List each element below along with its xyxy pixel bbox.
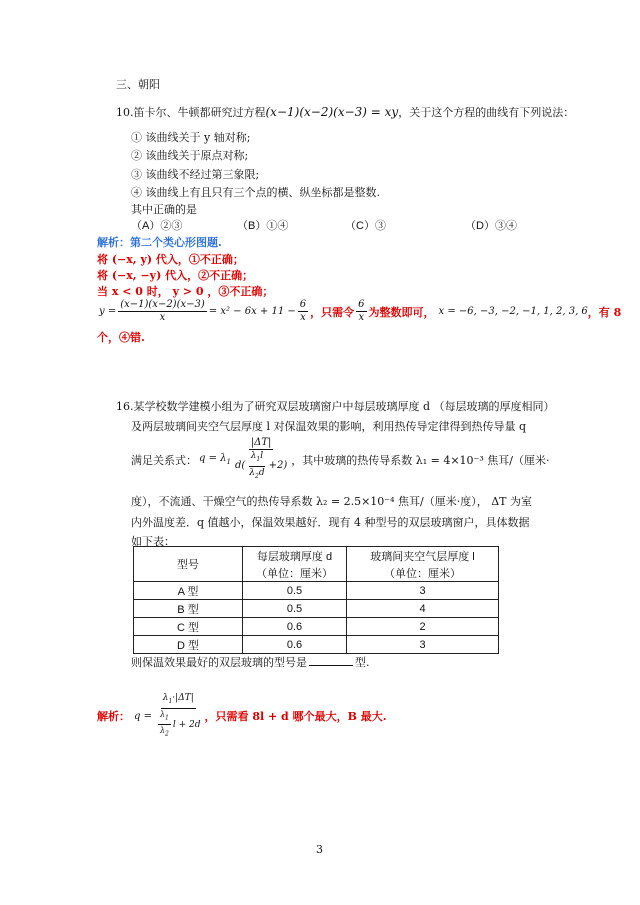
- q10-statement-1: ① 该曲线关于 y 轴对称;: [131, 131, 251, 144]
- q10-formula-rhs: = x² − 6x + 11 −: [208, 306, 296, 317]
- table-cell: 0.6: [243, 636, 347, 654]
- table-cell: 0.5: [243, 600, 347, 618]
- q10-formula-tail-2: 为整数即可，: [368, 305, 435, 319]
- q10-formula-denominator: x: [159, 312, 166, 323]
- table-cell: A 型: [134, 582, 243, 600]
- table-cell: 2: [347, 618, 499, 636]
- q10-formula-last: 个，④错.: [97, 331, 145, 344]
- q16-analysis-label: 解析：: [97, 710, 130, 724]
- q10-formula-fraction-2: $\frac{6}{x}$: [299, 299, 307, 323]
- table-header-row: [134, 547, 499, 565]
- q10-formula: [99, 299, 621, 324]
- q10-formula-tail: ，只需令: [310, 305, 355, 319]
- q16-table: [133, 546, 499, 654]
- q16-analysis: 解析： q = $\lambda_1\cdot|\Delta T|$ $\frac{\lambda_1}{\lambda_2}$ l + 2d ，只需看 8l + d 哪个最大，B 最大.: [97, 692, 387, 741]
- table-header-d: 每层玻璃厚度 d: [243, 547, 347, 565]
- table-cell: 3: [347, 636, 499, 654]
- section-title: 三、朝阳: [116, 78, 160, 91]
- q16-formula-fraction: |ΔT| d( $\frac{\lambda_1l}{\lambda_2d}$ +2): [234, 437, 288, 480]
- q10-statement-3: ③ 该曲线不经过第三象限;: [131, 168, 260, 181]
- table-header-l: 玻璃间夹空气层厚度 l: [347, 547, 499, 565]
- page-number: 3: [316, 843, 323, 856]
- table-row: [134, 600, 499, 618]
- q10-formula-fraction-3: $\frac{6}{x}$: [358, 299, 365, 323]
- q16-line-4: 度），不流通、干燥空气的热传导系数 λ₂ = 2.5×10⁻⁴ 焦耳/（厘米·度）， ΔT 为室: [131, 495, 532, 508]
- table-subheader-d: （单位：厘米）: [243, 565, 347, 582]
- table-cell: C 型: [134, 618, 243, 636]
- q16-line-5: 内外温度差．q 值越小，保温效果越好．现有 4 种型号的双层玻璃窗户，具体数据: [131, 516, 530, 529]
- q16-line-6: 如下表：: [131, 535, 175, 548]
- q10-number: 10.: [116, 106, 134, 119]
- q10-option-b: （B）①④: [237, 220, 289, 232]
- q10-option-c: （C）③: [345, 220, 386, 232]
- q16-line-1: [116, 398, 555, 414]
- table-cell: 0.6: [243, 618, 347, 636]
- q10-stem: [116, 104, 574, 120]
- q10-option-a: （A）②③: [131, 220, 183, 232]
- q10-question: 其中正确的是: [131, 203, 197, 216]
- q16-line-3: 满足关系式： $q = \lambda_1$ |ΔT| d( $\frac{\lambda_1l}{\lambda_2d}$ +2) ，其中玻璃的热传导系数 λ₁ = 4×10⁻³ 焦耳/（厘米·: [131, 437, 549, 483]
- q10-stem-prefix: 笛卡尔、牛顿都研究过方程: [133, 106, 266, 119]
- table-cell: D 型: [134, 636, 243, 654]
- q16-number: 16.: [116, 400, 134, 413]
- q10-option-d: （D）③④: [465, 220, 517, 232]
- q10-stem-suffix: ，关于这个方程的曲线有下列说法：: [398, 106, 575, 119]
- q10-statement-2: ② 该曲线关于原点对称;: [131, 149, 249, 162]
- q16-line-2: 及两层玻璃间夹空气层厚度 l 对保温效果的影响，利用热传导定律得到热传导量 q: [131, 420, 527, 433]
- q10-statement-4: ④ 该曲线上有且只有三个点的横、纵坐标都是整数.: [131, 186, 380, 199]
- answer-blank: [309, 655, 353, 666]
- q10-analysis-line-1: 第二个类心形图题.: [130, 236, 222, 249]
- q16-question-suffix: 型.: [355, 656, 370, 669]
- q10-equation: (x−1)(x−2)(x−3) = xy: [265, 105, 399, 119]
- q10-analysis-line-4: 当 x < 0 时， y > 0 ，③不正确；: [97, 285, 274, 298]
- q16-analysis-text: ，只需看 8l + d 哪个最大，B 最大.: [204, 710, 387, 724]
- table-row: [134, 618, 499, 636]
- q16-question: [131, 654, 370, 670]
- q16-line-3-prefix: 满足关系式：: [131, 453, 197, 467]
- q16-question-prefix: 则保温效果最好的双层玻璃的型号是: [131, 656, 307, 669]
- table-cell: B 型: [134, 600, 243, 618]
- table-cell: 0.5: [243, 582, 347, 600]
- q10-formula-numerator: (x−1)(x−2)(x−3): [120, 299, 205, 310]
- table-subheader-l: （单位：厘米）: [347, 565, 499, 582]
- q16-line-1-text: 某学校数学建模小组为了研究双层玻璃窗户中每层玻璃厚度 d （每层玻璃的厚度相同）: [133, 400, 555, 413]
- q10-analysis-label: 解析：: [97, 236, 130, 249]
- table-cell: 4: [347, 600, 499, 618]
- q10-analysis-line-2: 将 (−x, y) 代入，①不正确；: [97, 253, 244, 266]
- q10-formula-values: x = −6, −3, −2, −1, 1, 2, 3, 6: [438, 306, 588, 317]
- q10-analysis-1: [97, 234, 222, 250]
- q10-formula-lhs: y =: [99, 306, 117, 317]
- q16-analysis-fraction: $\lambda_1\cdot|\Delta T|$ $\frac{\lambda_1}{\lambda_2}$ l + 2d: [159, 693, 201, 738]
- q10-analysis-line-3: 将 (−x, −y) 代入，②不正确；: [97, 269, 254, 282]
- q10-formula-fraction: [118, 299, 207, 324]
- q16-line-3-suffix: ，其中玻璃的热传导系数 λ₁ = 4×10⁻³ 焦耳/（厘米·: [291, 453, 550, 467]
- table-cell: 3: [347, 582, 499, 600]
- table-header-model: 型号: [134, 547, 243, 582]
- table-row: [134, 582, 499, 600]
- table-row: [134, 636, 499, 654]
- q10-formula-end: ，有 8: [587, 305, 622, 319]
